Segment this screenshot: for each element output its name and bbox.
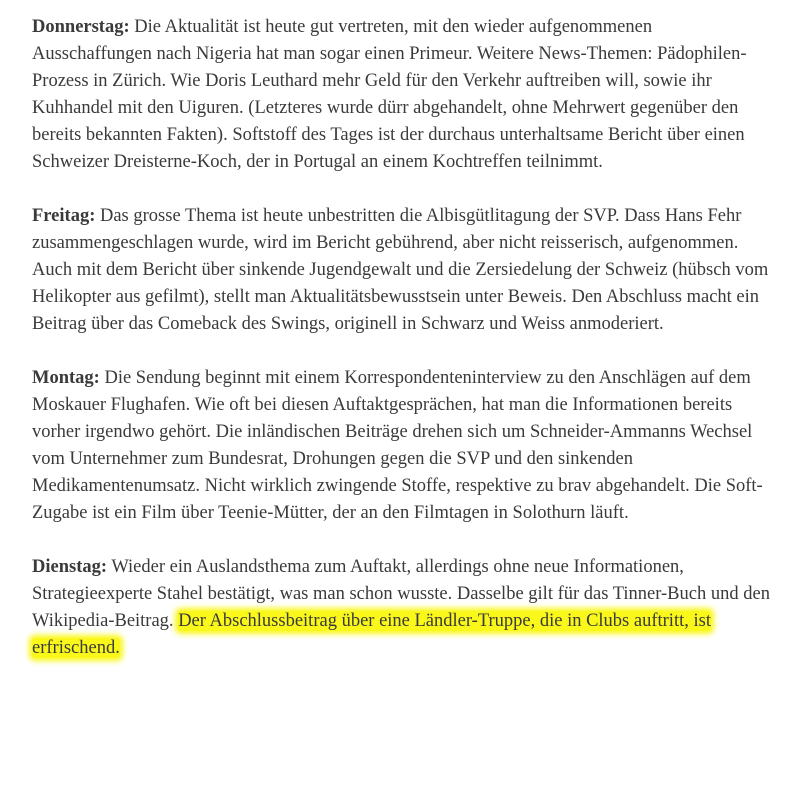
day-label: Donnerstag:	[32, 17, 130, 37]
paragraph-freitag	[32, 203, 774, 338]
paragraph-text: Die Aktualität ist heute gut vertreten, mit den wieder aufgenommenen Ausschaffungen nach Nigeria hat man sogar einen Primeur. Weitere News-Themen: Pädophilen-Prozess in Zürich. Wie Doris Leuthard mehr Geld für den Verkehr auftreiben will, sowie ihr Kuhhandel mit den Uiguren. (Letzteres wurde dürr abgehandelt, ohne Mehrwert gegenüber den bereits bekannten Fakten). Softstoff des Tages ist der durchaus unterhaltsame Bericht über einen Schweizer Dreisterne-Koch, der in Portugal an einem Kochtreffen teilnimmt.	[32, 17, 747, 172]
day-label: Dienstag:	[32, 557, 108, 577]
paragraph-text: Das grosse Thema ist heute unbestritten die Albisgütlitagung der SVP. Dass Hans Fehr zusammengeschlagen wurde, wird im Bericht gebührend, aber nicht reisserisch, aufgenommen. Auch mit dem Bericht über sinkende Jugendgewalt und die Zersiedelung der Schweiz (hübsch vom Helikopter aus gefilmt), stellt man Aktualitätsbewusstsein unter Beweis. Den Abschluss macht ein Beitrag über das Comeback des Swings, originell in Schwarz und Weiss anmoderiert.	[32, 206, 769, 334]
paragraph-donnerstag	[32, 14, 774, 176]
article-body	[32, 14, 774, 689]
day-label: Freitag:	[32, 206, 96, 226]
paragraph-dienstag	[32, 554, 774, 662]
highlighted-text: Der Abschlussbeitrag über eine Ländler-Truppe, die in Clubs auftritt, ist erfrischend.	[32, 611, 711, 658]
day-label: Montag:	[32, 368, 100, 388]
paragraph-text: Die Sendung beginnt mit einem Korrespondenteninterview zu den Anschlägen auf dem Moskauer Flughafen. Wie oft bei diesen Auftaktgesprächen, hat man die Informationen bereits vorher irgendwo gehört. Die inländischen Beiträge drehen sich um Schneider-Ammanns Wechsel vom Unternehmer zum Bundesrat, Drohungen gegen die SVP und den sinkenden Medikamentenumsatz. Nicht wirklich zwingende Stoffe, respektive zu brav abgehandelt. Die Soft-Zugabe ist ein Film über Teenie-Mütter, der an den Filmtagen in Solothurn läuft.	[32, 368, 763, 523]
paragraph-text: Wieder ein Auslandsthema zum Auftakt, allerdings ohne neue Informationen, Strategieexperte Stahel bestätigt, was man schon wusste. Dasselbe gilt für das Tinner-Buch und den Wikipedia-Beitrag.	[32, 557, 770, 631]
paragraph-montag	[32, 365, 774, 527]
